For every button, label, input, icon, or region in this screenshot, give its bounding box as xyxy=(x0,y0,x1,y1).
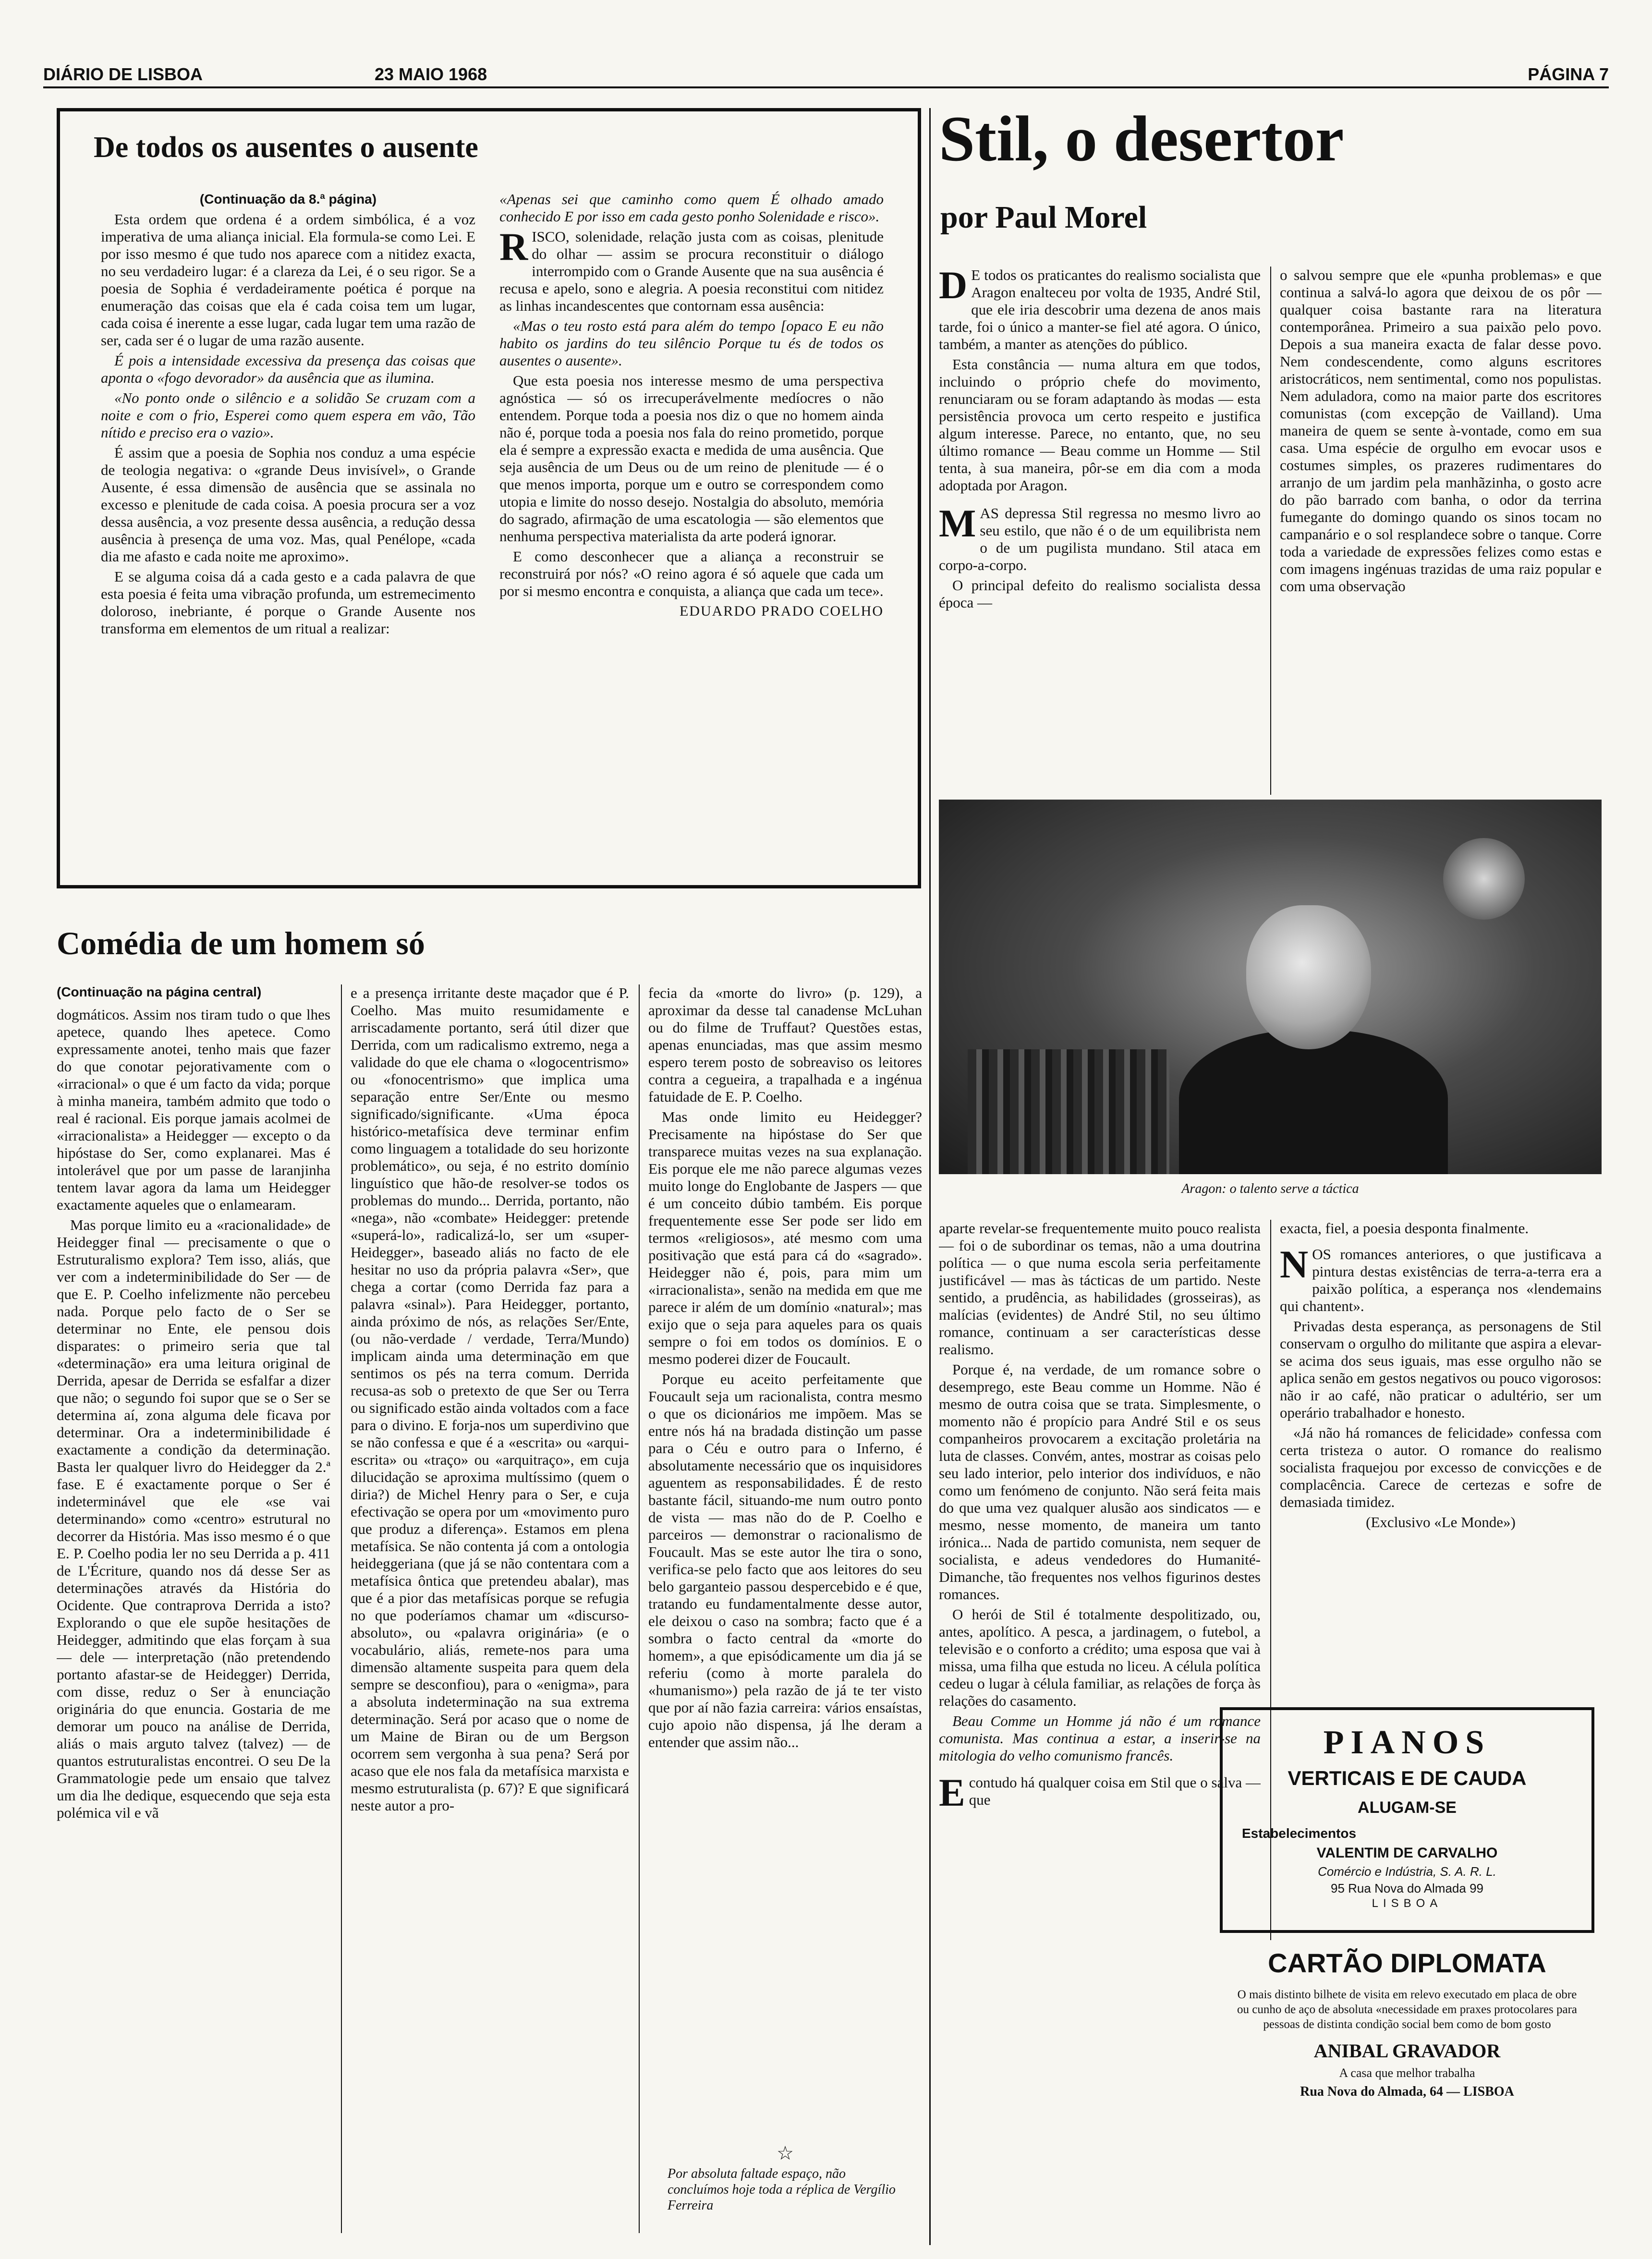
paragraph: ISCO, solenidade, relação justa com as coisas, plenitude do olhar — assim se procura reconstituir o diálogo interrompido com o Grande Ausente que na sua ausência é recusa e apelo, sono e alegria. A poesia reconstitui com nitidez as linhas incandescentes que contornam essa ausência: xyxy=(499,228,884,314)
comedia-column-2 xyxy=(351,984,629,2243)
poem-quote: «Mas o teu rosto está para além do tempo [opaco E eu não habito os jardins do teu silêncio Porque tu és de todos os ausentes o ausente». xyxy=(499,317,884,369)
advert-address: Rua Nova do Almada, 64 — LISBOA xyxy=(1300,2084,1514,2099)
paragraph: Esta constância — numa altura em que todos, incluindo o próprio chefe do movimento, renunciaram ou se foram adaptando às modas — esta persistência provoca um certo respeito e justifica algum interesse. Parece, no entanto, que, no seu último romance — Beau comme un Homme — Stil tenta, à sua maneira, pôr-se em dia com a moda adoptada por Aragon. xyxy=(939,356,1261,494)
byline: por Paul Morel xyxy=(940,200,1147,235)
paragraph: dogmáticos. Assim nos tiram tudo o que lhes apetece, quando lhes apetece. Como expressamente anotei, tenho mais que fazer do que conotar pejorativamente com o «irracional» o que é um facto da vida; porque à minha maneira, também admito que todo o real é racional. Eis porque jamais acolmei de «irracionalista» a Heidegger — excepto o da hipóstase do Ser, como explanarei. Mas é intolerável que por um passe de laranjinha tentem lavar agora da lama um Heidegger exactamente aqueles que o enlamearam. xyxy=(57,1006,330,1213)
article-box xyxy=(57,108,921,888)
advert-company-name: VALENTIM DE CARVALHO xyxy=(1316,1845,1498,1861)
drop-cap: M xyxy=(939,501,976,545)
advert-subtitle: VERTICAIS E DE CAUDA xyxy=(1288,1767,1527,1789)
figure-body-shape xyxy=(1179,1030,1448,1174)
paper-name: DIÁRIO DE LISBOA xyxy=(43,64,203,84)
paragraph: O herói de Stil é totalmente despolitizado, ou, antes, apolítico. A pesca, a jardinagem, o futebol, a televisão e o conforto a crédito; uma esposa que vai à missa, uma filha que estuda no liceu. A célula política cedeu o lugar à célula familiar, as relações de força às relações do casamento. xyxy=(939,1606,1261,1709)
drop-cap: E xyxy=(939,1771,965,1814)
column-rule xyxy=(639,984,640,2233)
drop-cap: D xyxy=(939,267,968,307)
continuation-note: (Continuação da 8.ª página) xyxy=(199,192,377,206)
drop-cap: R xyxy=(499,225,528,268)
article-left-column xyxy=(101,191,475,640)
page-number: PÁGINA 7 xyxy=(1528,64,1609,84)
advert-title: CARTÃO DIPLOMATA xyxy=(1268,1948,1546,1978)
continuation-note: (Continuação na página central) xyxy=(57,984,262,999)
article-right-column xyxy=(499,191,884,620)
paragraph: E todos os praticantes do realismo socialista que Aragon enalteceu por volta de 1935, André Stil, que ele iria descobrir uma dezena de anos mais tarde, foi o único a manter-se fiel até agora. O único, também, a manter as atenções do público. xyxy=(939,267,1261,352)
column-rule xyxy=(341,984,342,2233)
star-ornament: ☆ xyxy=(777,2142,794,2164)
section-divider xyxy=(929,108,931,2245)
bookshelf-shape xyxy=(968,1049,1169,1174)
paragraph: Beau Comme un Homme já não é um romance comunista. Mas continua a estar, a inserir-se na mitologia do velho comunismo francês. xyxy=(939,1712,1261,1764)
advert-title: PIANOS xyxy=(1323,1724,1491,1761)
cartao-advert xyxy=(1220,1943,1594,2163)
footnote: Por absoluta faltade espaço, não concluímos hoje toda a réplica de Vergílio Ferreira xyxy=(668,2166,896,2213)
stil-column-2 xyxy=(1280,267,1602,795)
paragraph: Esta ordem que ordena é a ordem simbólica, é a voz imperativa de uma aliança inicial. Ela formula-se como Lei. E por isso mesmo é que tudo nos aparece com a nitidez exacta, no seu verdadeiro lugar: é a clareza da Lei, é o seu rigor. Se a poesia de Sophia é verdadeiramente poética é porque na enumeração das coisas que ela é cada coisa tem um lugar, cada coisa é inerente a esse lugar, cada lugar tem uma razão de ser, cada ser é o lugar de uma razão ausente. xyxy=(101,211,475,349)
figure-head-shape xyxy=(1246,905,1371,1049)
photo-caption: Aragon: o talento serve a táctica xyxy=(1181,1181,1359,1196)
article-title: Comédia de um homem só xyxy=(57,925,425,961)
advert-city: LISBOA xyxy=(1372,1897,1443,1910)
paragraph: Porque é, na verdade, de um romance sobre o desemprego, este Beau comme un Homme. Não é mesmo de outra coisa que se trata. Simplesmente, o momento não é propício para André Stil e os seus companheiros provocarem a excitação proletária na luta de classes. Convém, antes, mostrar as coisas pelo seu lado interior, pelo interior dos indivíduos, e não como um fenómeno de conjunto. Não será feita mais do que uma vez qualquer alusão aos sindicatos — e mesmo, nesse momento, de maneira um tanto irónica... Nada de partido comunista, nem sequer de socialista, e adeus vendedores do Humanité-Dimanche, tão frequentes nos velhos figurinos destes romances. xyxy=(939,1361,1261,1603)
article-title: Stil, o desertor xyxy=(939,103,1344,175)
comedia-column-3 xyxy=(648,984,922,2132)
paragraph: Privadas desta esperança, as personagens de Stil conservam o orgulho do militante que aspira a elevar-se acima dos seus iguais, mas esse orgulho não se aplica senão em gestos negativos ou pouco vigorosos: não ir ao café, não praticar o adultério, ser um operário trabalhador e honesto. xyxy=(1280,1318,1602,1421)
paragraph: o salvou sempre que ele «punha problemas» e que continua a salvá-lo agora que deixou de os pôr — qualquer coisa bastante rara na literatura contemporânea. Primeiro a sua paixão pelo povo. Depois a sua maneira exacta de falar desse povo. Nem condescendente, como alguns escritores aristocráticos, nem sentimental, como nos populistas. Nem aduladora, como na maior parte dos escritores comunistas (com excepção de Vailland). Uma maneira de quem se sente à-vontade, como em sua casa. Uma espécie de orgulho em evocar usos e costumes simples, os prazeres rudimentares do arranjo de um jardim pela manhãzinha, o gosto acre do pão barrado com banha, o odor da terrina fumegante do domingo quando os sinos tocam no campanário e o sol resplandece sobre o tanque. Corre toda a variedade de expressões felizes como estas e com imagens ingénuas trazidas de uma raiz popular e com uma observação xyxy=(1280,267,1602,595)
paragraph: «Já não há romances de felicidade» confessa com certa tristeza o autor. O romance do realismo socialista fraquejou por excesso de convicções e de complacência. Carece de certezas e sofre de demasiada timidez. xyxy=(1280,1424,1602,1510)
lamp-shape xyxy=(1443,838,1525,920)
stil-column-4 xyxy=(1280,1220,1602,1700)
author-signature: EDUARDO PRADO COELHO xyxy=(679,603,884,619)
paragraph: exacta, fiel, a poesia desponta finalmente. xyxy=(1280,1220,1529,1237)
stil-column-3 xyxy=(939,1220,1261,2238)
paragraph: fecia da «morte do livro» (p. 129), a aproximar da desse tal canadense McLuhan ou do filme de Truffaut? Questões estas, apenas enunciadas, mas que assim mesmo espero terem posto de sobreaviso os leitores contra a cegueira, a trapalhada e a ingénua fatuidade de E. P. Coelho. xyxy=(648,984,922,1105)
stil-column-1 xyxy=(939,267,1261,795)
paragraph: E como desconhecer que a aliança a reconstruir se reconstruirá por nós? «O reino agora é só aquele que cada um por si mesmo encontra e conquista, a aliança que cada um tece». xyxy=(499,548,884,599)
paragraph: É pois a intensidade excessiva da presença das coisas que aponta o «fogo devorador» da ausência que as ilumina. xyxy=(101,352,475,386)
comedia-column-1 xyxy=(57,1006,330,2245)
aragon-photo xyxy=(939,800,1602,1174)
paragraph: e a presença irritante deste maçador que é P. Coelho. Mas muito resumidamente e arriscadamente portanto, será útil dizer que Derrida, com um radicalismo extremo, nega a validade do que ele chama o «logocentrismo» ou «fonocentrismo» que implica uma separação entre Ser/Ente ou mesmo significado/significante. «Uma época histórico-metafísica deve terminar enfim como linguagem a totalidade do seu horizonte problemático», ou seja, é no estrito domínio linguístico que hão-de resolver-se todos os problemas do mundo... Derrida, portanto, não «nega», não «combate» Heidegger: pretende «superá-lo», radicalizá-lo, ser um «super-Heidegger», baseado aliás no facto de ele hesitar no uso da própria palavra «Ser», que chega a cortar (como Derrida faz para a palavra «sinal»). Para Heidegger, portanto, ainda próximo de nós, as relações Ser/Ente, (ou não-verdade / verdade, Terra/Mundo) implicam ainda uma determinação em que sentimos os pés na terra comum. Derrida recusa-as sob o pretexto de que Ser ou Terra ou significado estão ainda voltados com a face para o divino. E forja-nos um superdivino que se não confessa e que é a «escrita» ou «arqui-escrita» ou «traço» ou «arquitraço», em cuja dilucidação se aproxima multíssimo (quem o diria?) de Michel Henry para o Ser, e cuja efectivação se opera por um «movimento puro que produz a diferença». Estamos em plena metafísica. Se não contenta já com a ontologia heideggeriana (que já se não contentara com a metafísica ôntica que pretendeu abalar), mas que é a pior das metafísicas porque se refugia no que poderíamos chamar um «discurso-absoluto», ou «palavra originária» (e o vocabulário, aliás, remete-nos para uma dimensão altamente suspeita para quem dela sempre se desconfiou), para o «enigma», para a absoluta indeterminação na sua extrema determinação. Será por acaso que o nome de um Maine de Biran ou de um Bergson ocorrem sem vergonha à sua pena? Será por acaso que ele nos fala da metafísica marxista e mesmo estruturalista (p. 67)? E que significará neste autor a pro- xyxy=(351,984,629,1814)
poem-quote: «Apenas sei que caminho como quem É olhado amado conhecido E por isso em cada gesto ponho Solenidade e risco». xyxy=(499,191,884,225)
source-note: (Exclusivo «Le Monde») xyxy=(1366,1514,1516,1530)
paragraph: É assim que a poesia de Sophia nos conduz a uma espécie de teologia negativa: o «grande Deus invisível», o Grande Ausente, é essa dimensão de ausência que se assinala no excesso e plenitude de cada coisa. A poesia procura ser a voz dessa ausência, a voz presente dessa ausência, a redução dessa ausência à presença de uma voz. Mas, qual Penélope, «cada dia me afasto e cada noite me aproximo». xyxy=(101,444,475,565)
paragraph: contudo há qualquer coisa em Stil que o salva — que xyxy=(969,1774,1261,1808)
paragraph: AS depressa Stil regressa no mesmo livro ao seu estilo, que não é o de um equilibrista nem o de um pugilista mundano. Stil ataca em corpo-a-corpo. xyxy=(939,505,1261,573)
advert-address: 95 Rua Nova do Almada 99 xyxy=(1331,1881,1483,1895)
issue-date: 23 MAIO 1968 xyxy=(375,64,487,84)
advert-line: A casa que melhor trabalha xyxy=(1339,2066,1475,2080)
poem-quote: «No ponto onde o silêncio e a solidão Se cruzam com a noite e com o frio, Esperei como quem espera em vão, Tão nítido e preciso era o vazio». xyxy=(101,389,475,441)
paragraph: Porque eu aceito perfeitamente que Foucault seja um racionalista, contra mesmo o que os dicionários me impõem. Mas se entre nós há na bradada distinção um passe para o Céu e outro para o Inferno, é absolutamente necessário que os inquisidores aguentem as responsabilidades. É de resto bastante fácil, situando-me num outro ponto de vista — mas não do de P. Coelho e parceiros — demonstrar o racionalismo de Foucault. Mas se este autor lhe tira o sono, verifica-se pelo facto que aos leitores do seu belo garganteio passou despercebido e é que, tratando eu fundamentalmente desse autor, ele deixou o caso na sombra; facto que é a sombra o facto central da «morte do homem», a que episódicamente um dia já se referiu (como à morte paralela do «humanismo») pela razão de já te ter visto que por aí não fazia carreira: vários ensaístas, cujo apoio não dispensa, já lhe deram a entender que assim não... xyxy=(648,1371,922,1750)
paragraph: Que esta poesia nos interesse mesmo de uma perspectiva agnóstica — só os irrecuperávelmente medíocres o não entendem. Porque toda a poesia nos diz o que no homem ainda não é, porque toda a poesia nos fala do reino prometido, porque ela é sempre a expressão exacta e medida de uma ausência. Que seja ausência de um Deus ou de um reino de plenitude — é o que menos importa, porque um e outro se correspondem como utopia e limite do nosso desejo. Nostalgia do absoluto, memória do sagrado, afirmação de uma escatologia — são elementos que nenhuma perspectiva materialista da arte poderá ignorar. xyxy=(499,372,884,545)
paragraph: E se alguma coisa dá a cada gesto e a cada palavra de que esta poesia é feita uma vibração profunda, um estremecimento doloroso, inebriante, é porque o Grande Ausente nos transforma em elementos de um ritual a realizar: xyxy=(101,568,475,637)
advert-line: Comércio e Indústria, S. A. R. L. xyxy=(1318,1864,1496,1879)
paragraph: OS romances anteriores, o que justificava a pintura destas existências de terra-a-terra era a paixão política, a esperança nos «lendemains qui chantent». xyxy=(1280,1246,1602,1314)
masthead xyxy=(43,62,1609,88)
paragraph: Mas onde limito eu Heidegger? Precisamente na hipóstase do Ser que transparece muitas vezes na sua explanação. Eis porque ele me não parece algumas vezes muito longe do Englobante de Jaspers — que é um conceito dúbio também. Eis porque frequentemente esse Ser pode ser lido em termos «religiosos», até mesmo com uma positivação que está para cá do «sagrado». Heidegger não é, pois, para mim um «irracionalista», senão na medida em que me parece ir além de um domínio «natural»; mas exijo que o seja para aqueles para os quais sempre o foi em todos os domínios. E o mesmo poderei dizer de Foucault. xyxy=(648,1108,922,1367)
column-rule xyxy=(1270,267,1271,795)
drop-cap: N xyxy=(1280,1242,1309,1286)
paragraph: O principal defeito do realismo socialista dessa época — xyxy=(939,577,1261,611)
advert-line: ALUGAM-SE xyxy=(1358,1798,1457,1817)
advert-company-name: ANIBAL GRAVADOR xyxy=(1313,2040,1501,2062)
advert-text: O mais distinto bilhete de visita em relevo executado em placa de obre ou cunho de aço de absoluta «necessidade em praxes protocolares para pessoas de distinta condição social bem como de bom gosto xyxy=(1237,1988,1578,2031)
pianos-advert xyxy=(1220,1707,1594,1933)
paragraph: aparte revelar-se frequentemente muito pouco realista — foi o de subordinar os temas, não a uma doutrina política — o que numa escola seria perfeitamente justificável — mas às tácticas de um partido. Neste sentido, a prudência, as habilidades (grosseiras), as malícias (evidentes) de André Stil, no seu último romance, continuam a ser características desse realismo. xyxy=(939,1220,1261,1358)
article-title: De todos os ausentes o ausente xyxy=(94,131,478,164)
paragraph: Mas porque limito eu a «racionalidade» de Heidegger final — precisamente o que o Estruturalismo explora? Tem isso, aliás, que ver com a indeterminibilidade do Ser — de que E. P. Coelho infelizmente não percebeu nada. Porque pelo facto de o Ser se determinar no Ente, ele pensou dois disparates: o primeiro seria que tal «determinação» era uma leitura original de Derrida, apesar de Derrida se esfalfar a dizer que não; o segundo foi supor que se o Ser se determina aí, zona alguma dele ficava por determinar. Ora a indeterminibilidade é exactamente a condição da determinação. Basta ler qualquer livro do Heidegger da 2.ª fase. E é exactamente porque o Ser é indeterminável que ele «se vai determinando» como «centro» estrutural no decorrer da História. Mas isso mesmo é o que E. P. Coelho podia ler no seu Derrida a p. 411 de L'Écriture, quando nos dá desse Ser as determinações através da História do Ocidente. Que contraprova Derrida a isto? Explorando o que ele supõe hesitações de Heidegger, admitindo que elas forçam à sua — dele — interpretação (não pretendendo portanto afastar-se de Heidegger) Derrida, com disse, reduz o Ser à enunciação originária do que enuncia. Gostaria de me demorar um pouco na análise de Derrida, aliás o mais arguto talvez (talvez) — de quantos estruturalistas encontrei. O seu De la Grammatologie pede um ensaio que talvez um dia lhe dedique, esquecendo que seja esta polémica vil e vã xyxy=(57,1216,330,1821)
advert-line: Estabelecimentos xyxy=(1242,1826,1357,1841)
